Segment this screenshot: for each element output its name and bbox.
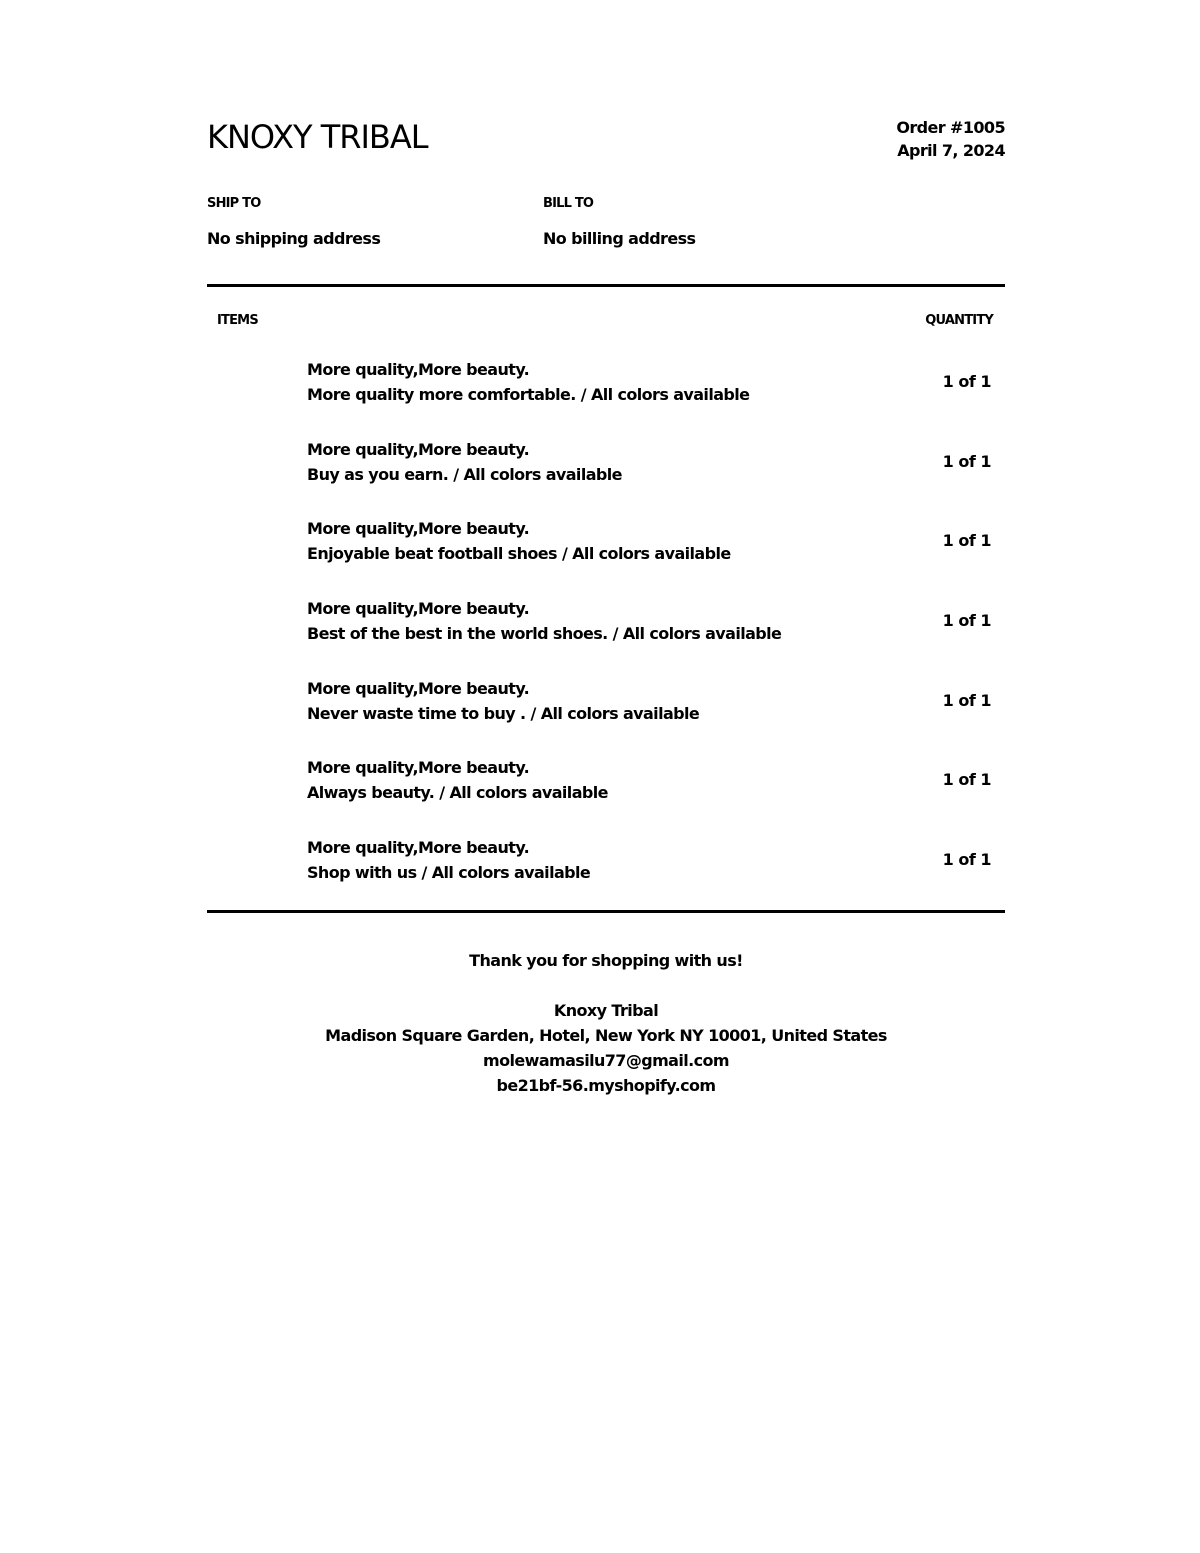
item-title: More quality,More beauty.	[307, 758, 530, 778]
table-row	[207, 516, 1005, 596]
item-quantity: 1 of 1	[942, 611, 991, 631]
table-row	[207, 676, 1005, 756]
item-quantity: 1 of 1	[942, 372, 991, 391]
items-column-header: ITEMS	[217, 313, 258, 328]
item-description	[307, 755, 608, 805]
packing-slip-header	[207, 114, 1005, 174]
top-divider	[207, 284, 1005, 287]
item-variant: Enjoyable beat football shoes / All colors available	[307, 544, 731, 564]
item-description	[307, 596, 781, 646]
item-title: More quality,More beauty.	[307, 678, 530, 698]
item-description	[307, 676, 699, 726]
shop-name: Knoxy Tribal	[553, 1001, 659, 1020]
table-row	[207, 835, 1005, 915]
item-variant: Always beauty. / All colors available	[307, 783, 608, 803]
bill-to-block	[543, 195, 695, 250]
item-title: More quality,More beauty.	[307, 599, 530, 619]
order-meta	[896, 116, 1005, 162]
shop-address: Madison Square Garden, Hotel, New York NY 10001, United States	[325, 1026, 887, 1045]
ship-to-label: SHIP TO	[207, 196, 261, 211]
quantity-column-header: QUANTITY	[925, 313, 993, 328]
item-description	[307, 516, 731, 566]
item-title: More quality,More beauty.	[307, 439, 530, 459]
table-row	[207, 437, 1005, 517]
bill-to-value: No billing address	[543, 229, 696, 248]
item-variant: Shop with us / All colors available	[307, 863, 591, 883]
store-title: KNOXY TRIBAL	[207, 118, 428, 156]
item-description	[307, 437, 622, 487]
item-description	[307, 357, 749, 407]
table-row	[207, 596, 1005, 676]
ship-to-block	[207, 195, 380, 250]
table-row	[207, 755, 1005, 835]
items-list	[207, 357, 1005, 915]
item-description	[307, 835, 590, 885]
item-variant: Best of the best in the world shoes. / All colors available	[307, 624, 782, 644]
footer	[207, 948, 1005, 1098]
order-number: Order #1005	[896, 118, 1005, 137]
item-quantity: 1 of 1	[942, 850, 991, 870]
table-row	[207, 357, 1005, 437]
item-title: More quality,More beauty.	[307, 360, 530, 379]
item-quantity: 1 of 1	[942, 770, 991, 790]
item-title: More quality,More beauty.	[307, 838, 530, 858]
item-variant: Never waste time to buy . / All colors available	[307, 703, 700, 723]
address-section	[207, 195, 1005, 255]
shop-email: molewamasilu77@gmail.com	[483, 1051, 729, 1070]
items-table-header	[207, 312, 1005, 332]
item-variant: More quality more comfortable. / All colors available	[307, 385, 750, 404]
bill-to-label: BILL TO	[543, 196, 594, 211]
item-variant: Buy as you earn. / All colors available	[307, 464, 622, 484]
thank-you-message: Thank you for shopping with us!	[469, 951, 743, 970]
shop-domain: be21bf-56.myshopify.com	[496, 1076, 716, 1095]
item-quantity: 1 of 1	[942, 690, 991, 710]
item-quantity: 1 of 1	[942, 451, 991, 471]
item-quantity: 1 of 1	[942, 531, 991, 551]
bottom-divider	[207, 910, 1005, 913]
item-title: More quality,More beauty.	[307, 519, 530, 539]
order-date: April 7, 2024	[897, 141, 1005, 160]
ship-to-value: No shipping address	[207, 229, 381, 248]
